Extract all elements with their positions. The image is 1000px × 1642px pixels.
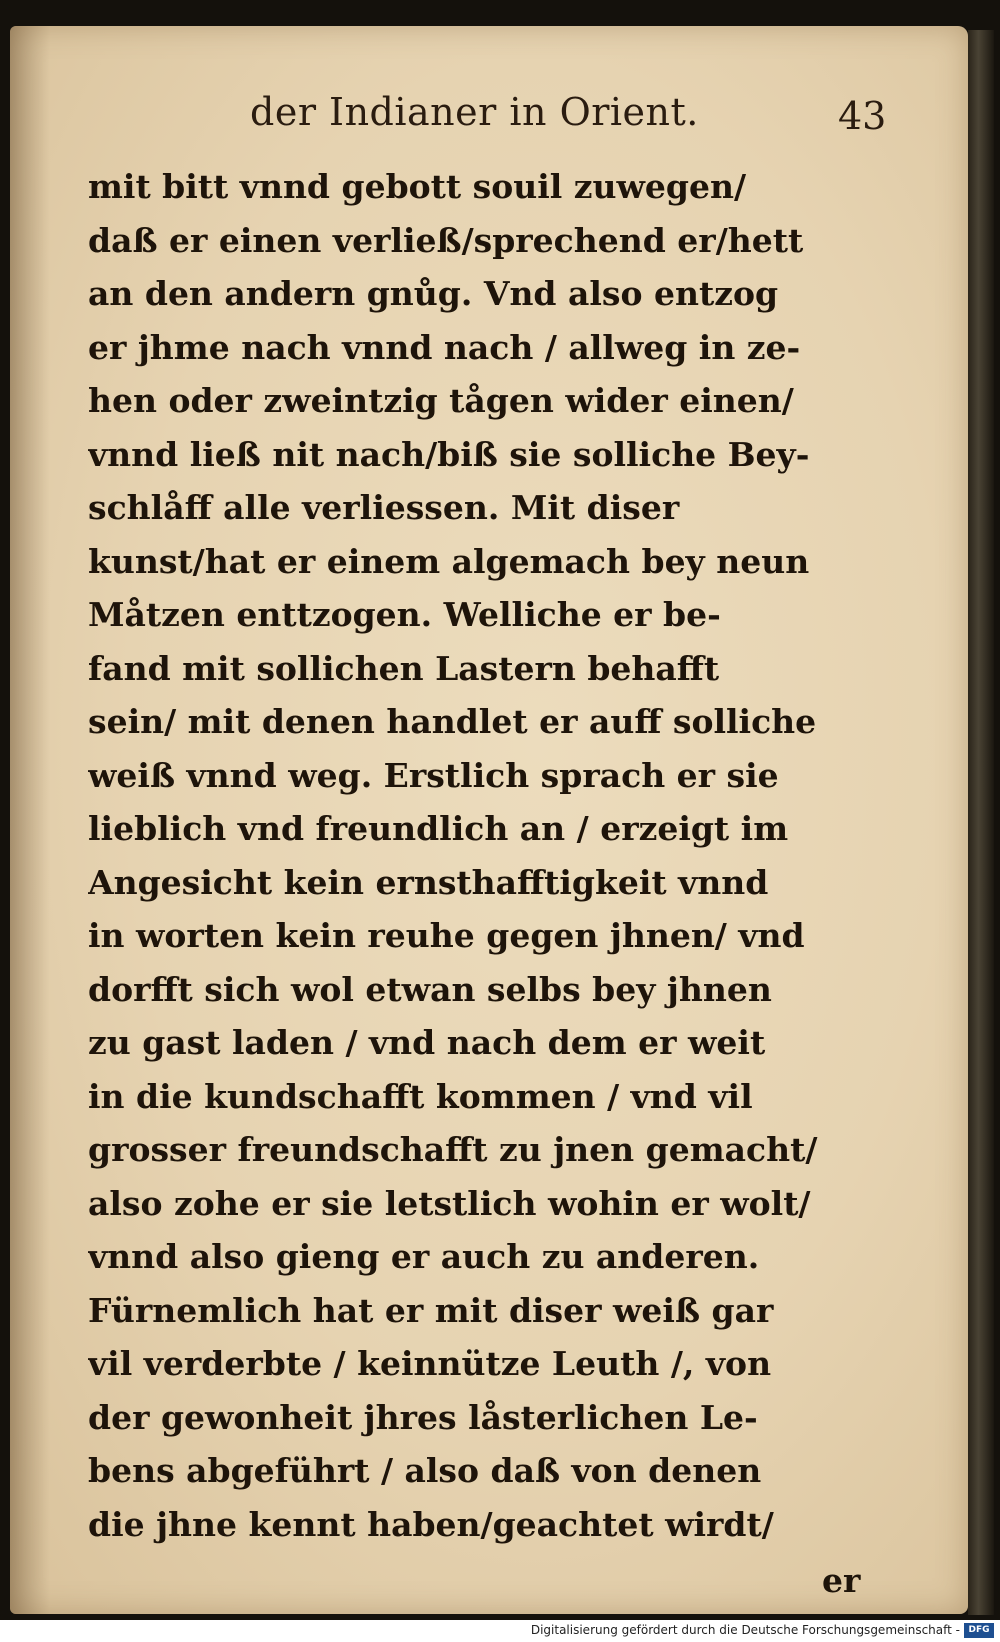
text-line: kunst/hat er einem algemach bey neun: [88, 541, 810, 581]
text-line: lieblich vnd freundlich an / erzeigt im: [88, 809, 789, 848]
text-line: der gewonheit jhres låsterlichen Le-: [88, 1397, 758, 1437]
book-page: [10, 26, 968, 1614]
text-line: fand mit sollichen Lastern behafft: [88, 648, 720, 688]
text-line: mit bitt vnnd gebott souil zuwegen/: [88, 167, 747, 206]
text-line: vil verderbte / keinnütze Leuth /, von: [88, 1344, 772, 1383]
body-text: [88, 160, 938, 1551]
text-line: schlåff alle verliessen. Mit diser: [88, 488, 680, 527]
text-line: an den andern gnůg. Vnd also entzog: [88, 274, 779, 313]
funding-credit: Digitalisierung gefördert durch die Deutsche Forschungsgemeinschaft -: [530, 1623, 960, 1637]
text-line: also zohe er sie letstlich wohin er wolt/: [88, 1183, 811, 1223]
text-line: sein/ mit denen handlet er auff solliche: [88, 702, 817, 741]
text-line: Angesicht kein ernsthafftigkeit vnnd: [88, 862, 769, 902]
text-line: bens abgeführt / also daß von denen: [88, 1451, 762, 1490]
text-line: daß er einen verließ/sprechend er/hett: [88, 220, 804, 260]
running-title: der Indianer in Orient.: [250, 90, 699, 134]
text-line: vnnd ließ nit nach/biß sie solliche Bey-: [88, 434, 810, 474]
dfg-logo: DFG: [964, 1623, 994, 1638]
text-line: in die kundschafft kommen / vnd vil: [88, 1076, 753, 1116]
text-line: die jhne kennt haben/geachtet wirdt/: [88, 1504, 774, 1544]
page-number: 43: [838, 94, 887, 138]
catchword: er: [822, 1561, 861, 1600]
text-line: hen oder zweintzig tågen wider einen/: [88, 381, 794, 420]
spine-shadow: [10, 26, 50, 1614]
text-line: Fürnemlich hat er mit diser weiß gar: [88, 1290, 774, 1330]
text-line: Måtzen enttzogen. Welliche er be-: [88, 595, 721, 634]
text-line: weiß vnnd weg. Erstlich sprach er sie: [88, 755, 779, 795]
page-header: [10, 86, 968, 156]
book-edge: [968, 30, 994, 1615]
text-line: in worten kein reuhe gegen jhnen/ vnd: [88, 916, 805, 955]
text-line: grosser freundschafft zu jnen gemacht/: [88, 1130, 818, 1169]
text-line: vnnd also gieng er auch zu anderen.: [88, 1237, 760, 1276]
text-line: zu gast laden / vnd nach dem er weit: [88, 1023, 766, 1062]
text-line: dorfft sich wol etwan selbs bey jhnen: [88, 969, 772, 1009]
digitization-footer: [0, 1620, 1000, 1642]
text-line: er jhme nach vnnd nach / allweg in ze-: [88, 327, 801, 367]
